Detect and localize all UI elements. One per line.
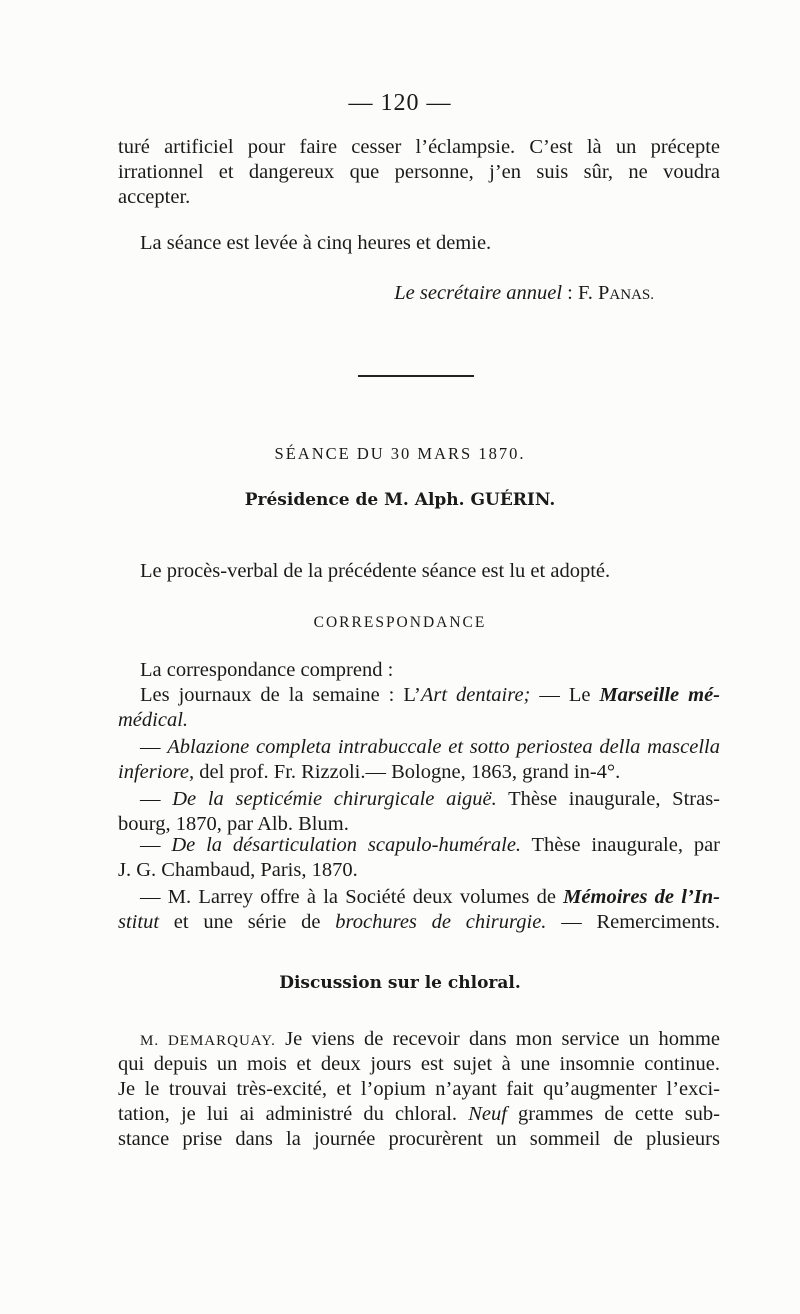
page-number: — 120 — [348, 90, 452, 116]
text-line: stitut et une série de brochures de chirurgie. — Remerciments. [118, 911, 720, 933]
section-divider [358, 375, 474, 377]
text-line: turé artificiel pour faire cesser l’éclampsie. C’est là un précepte [118, 136, 720, 158]
text-line: La correspondance comprend : [140, 659, 394, 681]
text-line: qui depuis un mois et deux jours est sujet à une insomnie continue. [118, 1053, 720, 1075]
presidence-heading: Présidence de M. Alph. GUÉRIN. [244, 490, 556, 510]
signature-initial: F. P [577, 282, 610, 304]
text-line: stance prise dans la journée procurèrent un sommeil de plusieurs [118, 1128, 720, 1150]
closing-line: La séance est levée à cinq heures et demie. [140, 232, 492, 254]
speaker-name: M. DEMARQUAY. [140, 1033, 276, 1049]
signature-role: Le secrétaire annuel [394, 282, 563, 304]
signature-sep: : [562, 282, 578, 304]
text-line: irrationnel et dangereux que personne, j’en suis sûr, ne voudra [118, 161, 720, 183]
text-line: accepter. [118, 186, 191, 208]
minutes-line: Le procès-verbal de la précédente séance est lu et adopté. [140, 560, 611, 582]
signature-name: ANAS. [609, 287, 654, 303]
signature [118, 280, 654, 308]
text-line: tation, je lui ai administré du chloral. Neuf grammes de cette sub- [118, 1103, 720, 1125]
text-line: M. DEMARQUAY. Je viens de recevoir dans mon service un homme [140, 1028, 721, 1050]
text-line: — De la désarticulation scapulo-humérale. Thèse inaugurale, par [140, 834, 720, 856]
text-line: — De la septicémie chirurgicale aiguë. Thèse inaugurale, Stras- [140, 788, 720, 810]
discussion-heading: Discussion sur le chloral. [279, 973, 521, 993]
text-line: J. G. Chambaud, Paris, 1870. [118, 859, 358, 881]
text-line: inferiore, del prof. Fr. Rizzoli.— Bologne, 1863, grand in-4°. [118, 761, 621, 783]
text-line: — M. Larrey offre à la Société deux volumes de Mémoires de l’In- [140, 886, 720, 908]
text-line: Je le trouvai très-excité, et l’opium n’ayant fait qu’augmenter l’exci- [118, 1078, 720, 1100]
text-line: médical. [118, 709, 189, 731]
text-line: bourg, 1870, par Alb. Blum. [118, 813, 349, 835]
correspondance-heading: CORRESPONDANCE [313, 614, 487, 631]
text-line: Les journaux de la semaine : L’Art dentaire; — Le Marseille mé- [140, 684, 721, 706]
session-title: SÉANCE DU 30 MARS 1870. [274, 444, 526, 463]
text-line: — Ablazione completa intrabuccale et sotto periostea della mascella [140, 736, 720, 758]
